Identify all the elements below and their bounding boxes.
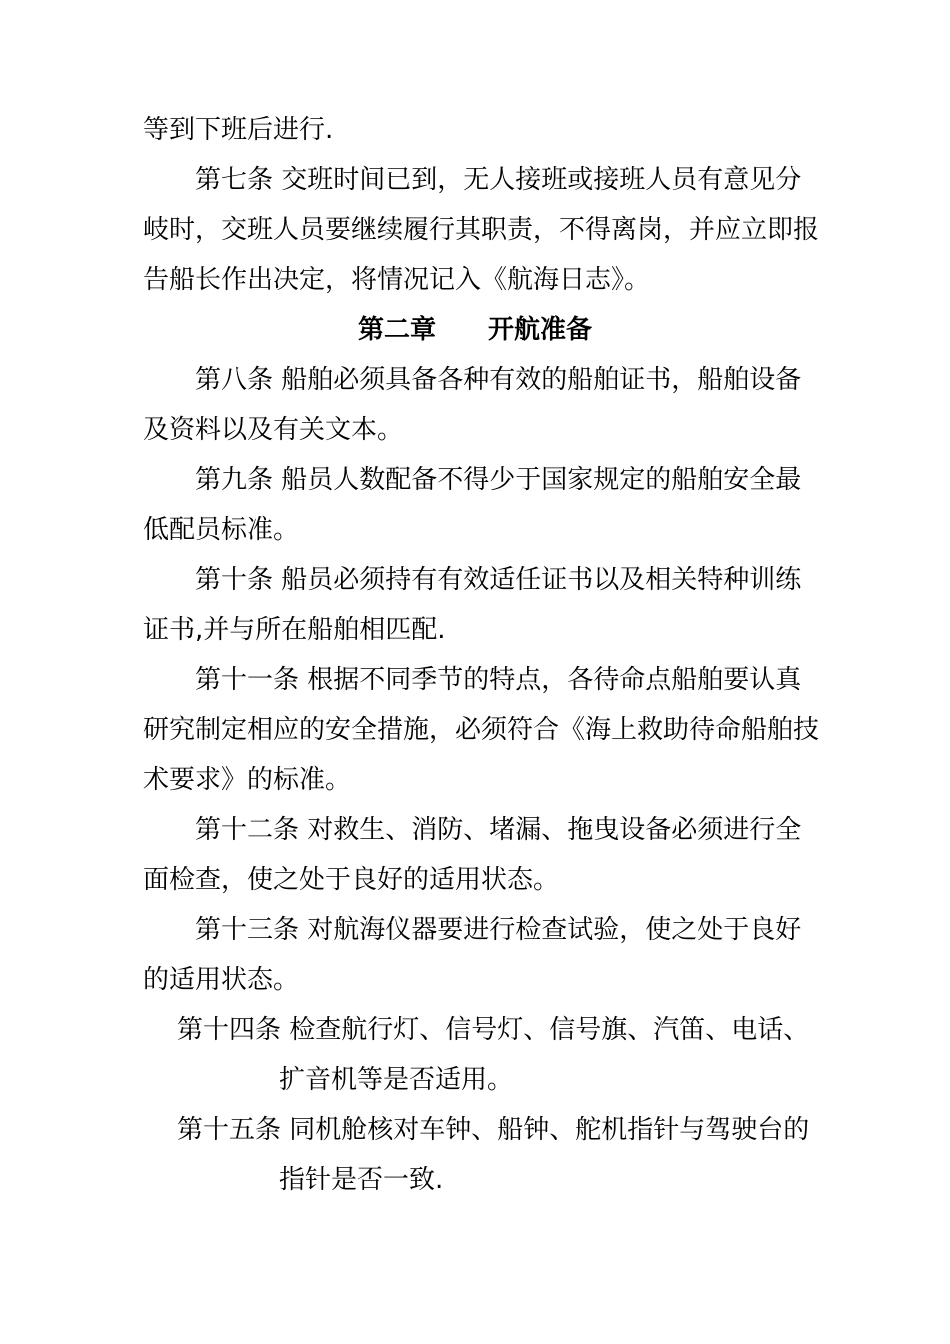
article-11-line-1: 第十一条 根据不同季节的特点，各待命点船舶要认真 [195, 665, 802, 695]
chapter-number: 第二章 [357, 315, 436, 345]
article-11-line-2: 研究制定相应的安全措施，必须符合《海上救助待命船舶技 [143, 715, 820, 745]
article-14-line-2: 扩音机等是否适用。 [279, 1065, 514, 1095]
article-8-line-1: 第八条 船舶必须具备各种有效的船舶证书，船舶设备 [195, 365, 802, 395]
article-15-line-2: 指针是否一致. [279, 1165, 444, 1195]
article-13-line-1: 第十三条 对航海仪器要进行检查试验，使之处于良好 [195, 915, 802, 945]
article-9-line-2: 低配员标准。 [143, 515, 300, 545]
article-13-line-2: 的适用状态。 [143, 965, 300, 995]
article-12-line-2: 面检查，使之处于良好的适用状态。 [143, 865, 560, 895]
article-10-line-1: 第十条 船员必须持有有效适任证书以及相关特种训练 [195, 565, 802, 595]
article-11-line-3: 术要求》的标准。 [143, 765, 352, 795]
article-10-line-2: 证书,并与所在船舶相匹配. [143, 615, 446, 645]
article-7-line-3: 告船长作出决定，将情况记入《航海日志》。 [143, 265, 651, 295]
article-12-line-1: 第十二条 对救生、消防、堵漏、拖曳设备必须进行全 [195, 815, 802, 845]
article-8-line-2: 及资料以及有关文本。 [143, 415, 404, 445]
chapter-heading [0, 313, 950, 347]
article-15-line-1: 第十五条 同机舱核对车钟、船钟、舵机指针与驾驶台的 [177, 1115, 810, 1145]
article-7-line-2: 岐时，交班人员要继续履行其职责，不得离岗，并应立即报 [143, 215, 820, 245]
text-line: 等到下班后进行. [143, 115, 334, 145]
article-14-line-1: 第十四条 检查航行灯、信号灯、信号旗、汽笛、电话、 [177, 1015, 810, 1045]
article-9-line-1: 第九条 船员人数配备不得少于国家规定的船舶安全最 [195, 465, 802, 495]
article-7-line-1: 第七条 交班时间已到，无人接班或接班人员有意见分 [195, 165, 802, 195]
chapter-title: 开航准备 [488, 315, 593, 345]
